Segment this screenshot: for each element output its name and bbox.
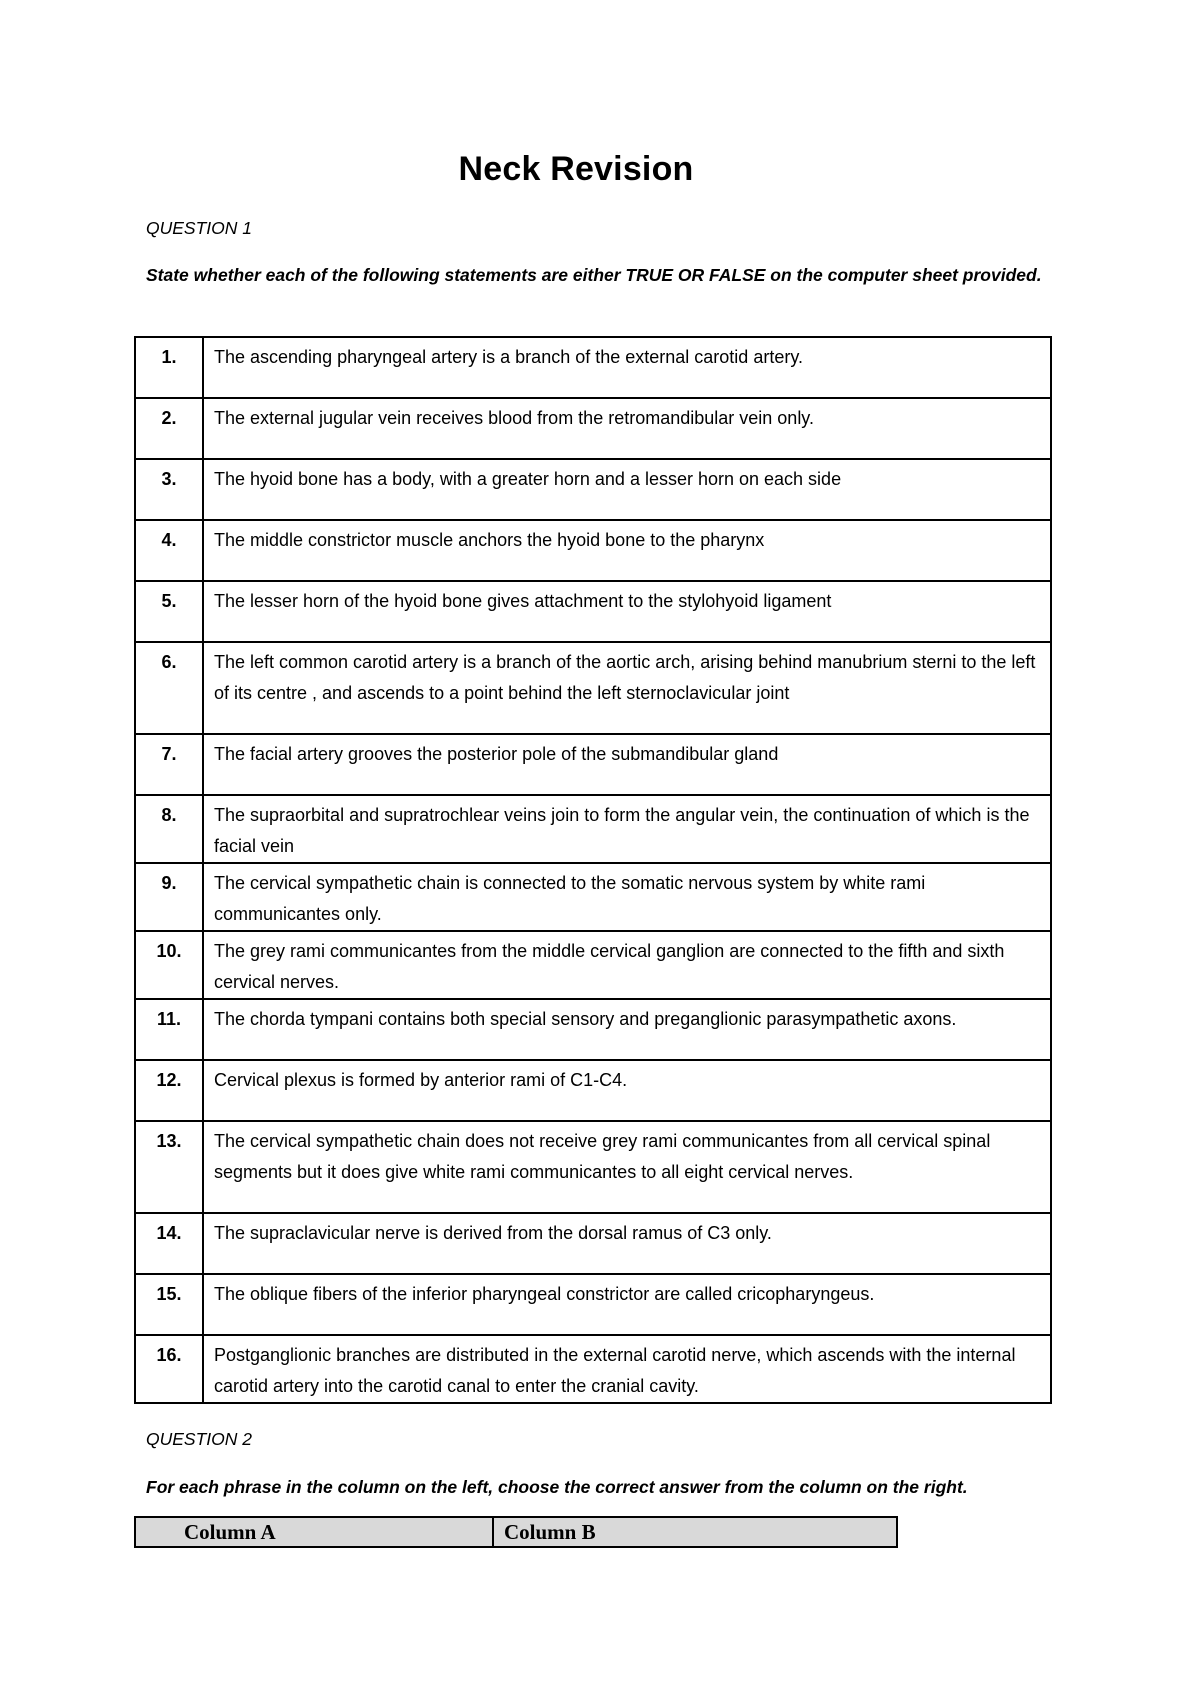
statement-row xyxy=(135,1335,1051,1403)
statement-number: 9. xyxy=(135,863,203,931)
statement-text: The chorda tympani contains both special sensory and preganglionic parasympathetic axons. xyxy=(203,999,1051,1060)
statement-text: Postganglionic branches are distributed in the external carotid nerve, which ascends with the internal carotid artery into the carotid canal to enter the cranial cavity. xyxy=(203,1335,1051,1403)
statement-text: The facial artery grooves the posterior pole of the submandibular gland xyxy=(203,734,1051,795)
statement-row xyxy=(135,1121,1051,1213)
statement-text: The left common carotid artery is a branch of the aortic arch, arising behind manubrium sterni to the left of its centre , and ascends to a point behind the left sternoclavicular joint xyxy=(203,642,1051,734)
statement-number: 11. xyxy=(135,999,203,1060)
statement-number: 4. xyxy=(135,520,203,581)
column-a-header: Column A xyxy=(135,1517,493,1547)
statement-number: 12. xyxy=(135,1060,203,1121)
statement-text: The grey rami communicantes from the middle cervical ganglion are connected to the fifth and sixth cervical nerves. xyxy=(203,931,1051,999)
statement-text: The cervical sympathetic chain is connected to the somatic nervous system by white rami communicantes only. xyxy=(203,863,1051,931)
question-2-label: QUESTION 2 xyxy=(146,1429,252,1449)
statement-row xyxy=(135,1274,1051,1335)
statement-row xyxy=(135,642,1051,734)
question-1-label: QUESTION 1 xyxy=(146,218,252,238)
statement-number: 10. xyxy=(135,931,203,999)
statement-number: 2. xyxy=(135,398,203,459)
statement-row xyxy=(135,398,1051,459)
true-false-table xyxy=(134,336,1052,1404)
statement-row xyxy=(135,795,1051,863)
statement-row xyxy=(135,337,1051,398)
matching-header-row xyxy=(135,1517,897,1547)
matching-table xyxy=(134,1516,898,1548)
statement-number: 15. xyxy=(135,1274,203,1335)
statement-text: Cervical plexus is formed by anterior rami of C1-C4. xyxy=(203,1060,1051,1121)
statement-text: The supraorbital and supratrochlear veins join to form the angular vein, the continuation of which is the facial vein xyxy=(203,795,1051,863)
statement-number: 13. xyxy=(135,1121,203,1213)
statement-row xyxy=(135,581,1051,642)
statement-row xyxy=(135,999,1051,1060)
statement-text: The cervical sympathetic chain does not receive grey rami communicantes from all cervical spinal segments but it does give white rami communicantes to all eight cervical nerves. xyxy=(203,1121,1051,1213)
statement-text: The middle constrictor muscle anchors the hyoid bone to the pharynx xyxy=(203,520,1051,581)
statement-row xyxy=(135,931,1051,999)
statement-row xyxy=(135,863,1051,931)
statement-row xyxy=(135,520,1051,581)
statement-number: 3. xyxy=(135,459,203,520)
statement-number: 14. xyxy=(135,1213,203,1274)
statement-text: The hyoid bone has a body, with a greater horn and a lesser horn on each side xyxy=(203,459,1051,520)
statement-number: 8. xyxy=(135,795,203,863)
statement-row xyxy=(135,734,1051,795)
statement-number: 1. xyxy=(135,337,203,398)
statement-text: The external jugular vein receives blood from the retromandibular vein only. xyxy=(203,398,1051,459)
question-1-instruction: State whether each of the following statements are either TRUE OR FALSE on the computer sheet provided. xyxy=(146,265,1042,285)
statement-number: 7. xyxy=(135,734,203,795)
statement-text: The lesser horn of the hyoid bone gives attachment to the stylohyoid ligament xyxy=(203,581,1051,642)
statement-text: The oblique fibers of the inferior pharyngeal constrictor are called cricopharyngeus. xyxy=(203,1274,1051,1335)
statement-row xyxy=(135,1060,1051,1121)
statement-number: 6. xyxy=(135,642,203,734)
question-2-instruction: For each phrase in the column on the left, choose the correct answer from the column on the right. xyxy=(146,1477,968,1497)
statement-number: 16. xyxy=(135,1335,203,1403)
statement-row xyxy=(135,1213,1051,1274)
statement-text: The supraclavicular nerve is derived from the dorsal ramus of C3 only. xyxy=(203,1213,1051,1274)
page-title: Neck Revision xyxy=(458,150,694,188)
statement-row xyxy=(135,459,1051,520)
statement-text: The ascending pharyngeal artery is a branch of the external carotid artery. xyxy=(203,337,1051,398)
statement-number: 5. xyxy=(135,581,203,642)
column-b-header: Column B xyxy=(493,1517,897,1547)
